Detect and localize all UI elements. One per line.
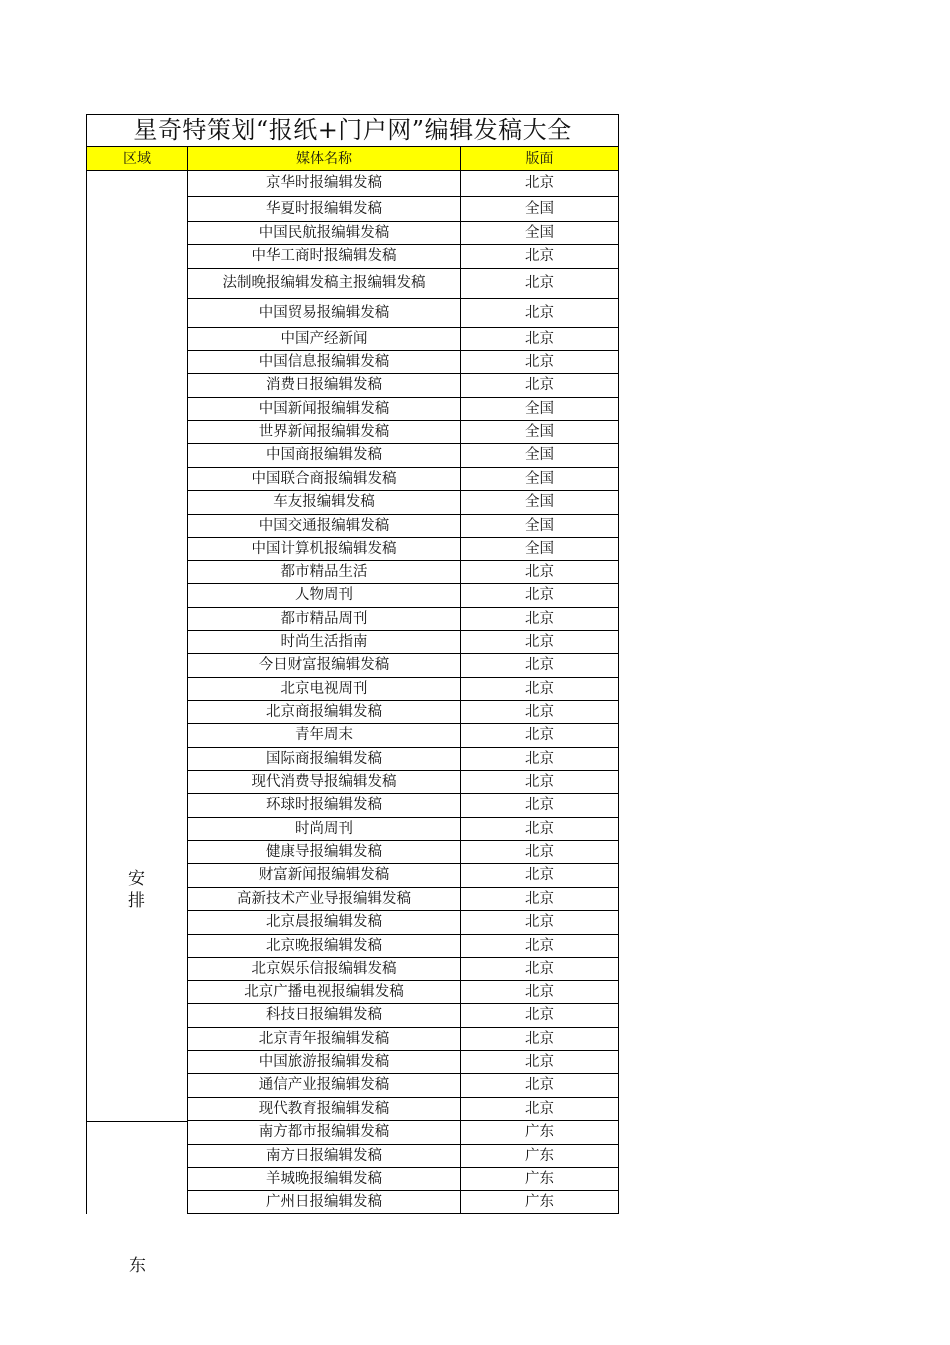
edition-cell: 北京 [525,564,554,580]
table-row [187,374,619,398]
edition-cell: 北京 [525,774,554,790]
media-name-cell: 南方都市报编辑发稿 [188,1121,461,1144]
edition-cell: 北京 [525,844,554,860]
table-row [187,1074,619,1098]
edition-cell: 全国 [525,201,554,217]
edition-cell: 北京 [525,751,554,767]
edition-cell: 全国 [525,494,554,510]
media-name-cell: 财富新闻报编辑发稿 [188,864,461,887]
table-row [187,1145,619,1168]
media-name-cell: 中国联合商报编辑发稿 [188,468,461,490]
table-row [187,864,619,888]
media-name-cell: 都市精品生活 [188,561,461,583]
edition-cell: 北京 [525,305,554,321]
edition-cell: 北京 [525,354,554,370]
table-row [187,981,619,1004]
media-name-cell: 南方日报编辑发稿 [188,1145,461,1167]
media-name-cell: 北京晚报编辑发稿 [188,935,461,957]
edition-cell: 全国 [525,225,554,241]
table-row [187,794,619,818]
media-name-cell: 中国计算机报编辑发稿 [188,538,461,560]
table-row [187,197,619,222]
media-name-cell: 中国民航报编辑发稿 [188,222,461,244]
region-cell-beijing [86,171,187,1121]
edition-cell: 全国 [525,518,554,534]
edition-cell: 北京 [525,1007,554,1023]
media-name-cell: 现代教育报编辑发稿 [188,1098,461,1120]
table-row [187,818,619,841]
media-name-cell: 今日财富报编辑发稿 [188,654,461,677]
table-row [187,491,619,515]
media-name-cell: 中国新闻报编辑发稿 [188,398,461,420]
media-name-cell: 中国信息报编辑发稿 [188,351,461,373]
table-row [187,1098,619,1121]
media-name-cell: 青年周末 [188,724,461,747]
edition-cell: 北京 [525,275,554,291]
table-body [86,171,619,1214]
media-name-cell: 中国产经新闻 [188,328,461,350]
table-row [187,171,619,197]
edition-cell: 北京 [525,331,554,347]
table-row [187,724,619,748]
table-row [187,269,619,299]
table-row [187,421,619,444]
edition-cell: 北京 [525,634,554,650]
edition-cell: 全国 [525,401,554,417]
edition-cell: 北京 [525,657,554,673]
media-name-cell: 时尚生活指南 [188,631,461,653]
edition-cell: 北京 [525,1031,554,1047]
media-name-cell: 车友报编辑发稿 [188,491,461,514]
edition-cell: 北京 [525,704,554,720]
edition-cell: 北京 [525,984,554,1000]
edition-cell: 全国 [525,471,554,487]
edition-cell: 北京 [525,938,554,954]
media-name-cell: 中国商报编辑发稿 [188,444,461,467]
media-name-cell: 京华时报编辑发稿 [188,171,461,196]
edition-cell: 广东 [525,1148,554,1164]
table-row [187,245,619,269]
media-name-cell: 国际商报编辑发稿 [188,748,461,770]
table-row [187,1191,619,1214]
table-row [187,561,619,584]
edition-cell: 北京 [525,587,554,603]
media-name-cell: 法制晚报编辑发稿主报编辑发稿 [188,269,461,298]
edition-cell: 北京 [525,377,554,393]
edition-cell: 北京 [525,248,554,264]
media-name-cell: 北京青年报编辑发稿 [188,1028,461,1050]
media-name-cell: 消费日报编辑发稿 [188,374,461,397]
media-name-cell: 都市精品周刊 [188,608,461,630]
table-title: 星奇特策划“报纸+门户网”编辑发稿大全 [86,114,619,147]
table-row [187,631,619,654]
media-name-cell: 北京电视周刊 [188,678,461,700]
edition-cell: 北京 [525,797,554,813]
table-row [187,1168,619,1191]
media-name-cell: 北京晨报编辑发稿 [188,911,461,934]
media-name-cell: 中国交通报编辑发稿 [188,515,461,537]
table-row [187,584,619,608]
header-region: 区域 [87,147,188,170]
header-media-name: 媒体名称 [188,147,461,170]
media-name-cell: 现代消费导报编辑发稿 [188,771,461,793]
table-row [187,444,619,468]
table-rows [187,171,619,1214]
edition-cell: 全国 [525,447,554,463]
table-row [187,678,619,701]
edition-cell: 广东 [525,1194,554,1210]
media-name-cell: 高新技术产业导报编辑发稿 [188,888,461,910]
table-row [187,538,619,561]
table-row [187,888,619,911]
media-name-cell: 通信产业报编辑发稿 [188,1074,461,1097]
edition-cell: 广东 [525,1171,554,1187]
edition-cell: 北京 [525,611,554,627]
table-row [187,1028,619,1051]
edition-cell: 广东 [525,1124,554,1140]
table-row [187,1051,619,1074]
table-row [187,398,619,421]
media-name-cell: 北京娱乐信报编辑发稿 [188,958,461,980]
table-row [187,748,619,771]
table-row [187,958,619,981]
edition-cell: 北京 [525,681,554,697]
table-row [187,328,619,351]
table-row [187,222,619,245]
media-name-cell: 环球时报编辑发稿 [188,794,461,817]
edition-cell: 北京 [525,914,554,930]
table-row [187,701,619,724]
edition-cell: 北京 [525,727,554,743]
table-header-row [86,147,619,171]
media-name-cell: 华夏时报编辑发稿 [188,197,461,221]
media-table [86,114,619,1214]
table-row [187,935,619,958]
edition-cell: 北京 [525,891,554,907]
edition-cell: 北京 [525,1054,554,1070]
edition-cell: 北京 [525,867,554,883]
media-name-cell: 中华工商时报编辑发稿 [188,245,461,268]
table-row [187,1121,619,1145]
edition-cell: 北京 [525,1077,554,1093]
media-name-cell: 时尚周刊 [188,818,461,840]
media-name-cell: 世界新闻报编辑发稿 [188,421,461,443]
header-edition: 版面 [525,151,554,167]
table-row [187,1004,619,1028]
edition-cell: 全国 [525,541,554,557]
table-row [187,515,619,538]
media-name-cell: 健康导报编辑发稿 [188,841,461,863]
edition-cell: 北京 [525,1101,554,1117]
media-name-cell: 北京商报编辑发稿 [188,701,461,723]
edition-cell: 北京 [525,175,554,191]
media-name-cell: 羊城晚报编辑发稿 [188,1168,461,1190]
table-row [187,608,619,631]
table-row [187,841,619,864]
media-name-cell: 中国贸易报编辑发稿 [188,299,461,327]
table-row [187,654,619,678]
edition-cell: 北京 [525,961,554,977]
table-row [187,468,619,491]
region-label-beijing: 安 排 [128,869,145,911]
media-name-cell: 中国旅游报编辑发稿 [188,1051,461,1073]
table-row [187,771,619,794]
table-row [187,911,619,935]
region-cell-guangdong [86,1121,187,1214]
media-name-cell: 广州日报编辑发稿 [188,1191,461,1213]
table-row [187,299,619,328]
edition-cell: 全国 [525,424,554,440]
edition-cell: 北京 [525,821,554,837]
media-name-cell: 人物周刊 [188,584,461,607]
media-name-cell: 科技日报编辑发稿 [188,1004,461,1027]
region-label-guangdong: 东 [129,1256,146,1276]
table-row [187,351,619,374]
media-name-cell: 北京广播电视报编辑发稿 [188,981,461,1003]
